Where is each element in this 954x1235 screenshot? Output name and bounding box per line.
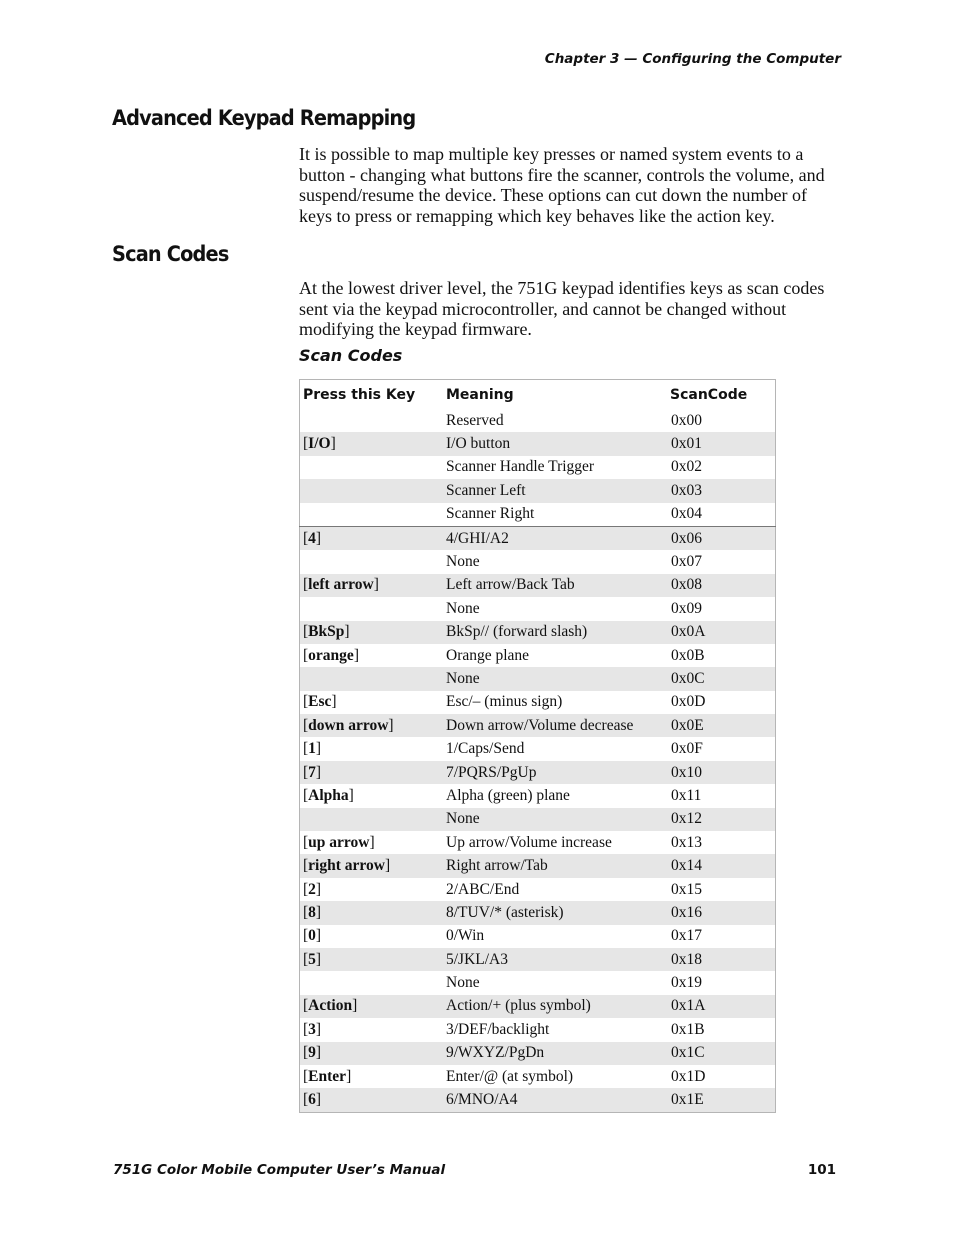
cell-meaning: None [443, 667, 667, 690]
cell-meaning: Scanner Handle Trigger [443, 456, 667, 479]
cell-meaning: 6/MNO/A4 [443, 1088, 667, 1112]
cell-meaning: Right arrow/Tab [443, 854, 667, 877]
cell-meaning: BkSp// (forward slash) [443, 621, 667, 644]
cell-scancode: 0x13 [667, 831, 776, 854]
cell-scancode: 0x09 [667, 597, 776, 620]
cell-meaning: 0/Win [443, 925, 667, 948]
table-row [300, 644, 776, 667]
key-bracket-close: ] [315, 880, 322, 898]
cell-meaning: Scanner Right [443, 503, 667, 527]
cell-meaning: Esc/– (minus sign) [443, 691, 667, 714]
section-heading-scan-codes: Scan Codes [112, 242, 229, 266]
cell-meaning: 8/TUV/* (asterisk) [443, 901, 667, 924]
key-name: right arrow [308, 857, 385, 875]
cell-scancode: 0x00 [667, 409, 776, 432]
table-row [300, 1065, 776, 1088]
cell-scancode: 0x04 [667, 503, 776, 527]
table-row [300, 1088, 776, 1112]
table-row [300, 409, 776, 432]
cell-scancode: 0x1B [667, 1018, 776, 1041]
key-bracket-close: ] [344, 623, 350, 641]
key-bracket-close: ] [348, 786, 354, 804]
cell-scancode: 0x0F [667, 737, 776, 760]
key-bracket-close: ] [315, 903, 322, 921]
cell-meaning: 1/Caps/Send [443, 737, 667, 760]
cell-scancode: 0x1E [667, 1088, 776, 1112]
key-bracket-open: [ [303, 903, 309, 921]
table-row [300, 550, 776, 573]
key-name: BkSp [308, 623, 345, 641]
cell-meaning: 4/GHI/A2 [443, 526, 667, 550]
cell-key [300, 409, 444, 432]
cell-key [300, 714, 444, 737]
cell-key [300, 878, 444, 901]
key-name: 5 [308, 950, 316, 968]
table-row [300, 784, 776, 807]
cell-scancode: 0x0D [667, 691, 776, 714]
column-header-key: Press this Key [303, 386, 416, 403]
cell-meaning: 2/ABC/End [443, 878, 667, 901]
cell-scancode: 0x06 [667, 526, 776, 550]
table-row [300, 597, 776, 620]
table-row [300, 878, 776, 901]
cell-meaning: Action/+ (plus symbol) [443, 995, 667, 1018]
key-bracket-close: ] [315, 763, 322, 781]
cell-meaning: Up arrow/Volume increase [443, 831, 667, 854]
footer-manual-title: 751G Color Mobile Computer User’s Manual [113, 1162, 446, 1178]
cell-key [300, 691, 444, 714]
cell-key [300, 667, 444, 690]
table-row [300, 808, 776, 831]
running-head: Chapter 3 — Configuring the Computer [544, 51, 841, 67]
key-name: up arrow [308, 833, 370, 851]
table-row [300, 503, 776, 527]
cell-key [300, 854, 444, 877]
key-bracket-close: ] [352, 997, 358, 1015]
cell-scancode: 0x0A [667, 621, 776, 644]
key-bracket-close: ] [346, 1067, 352, 1085]
cell-meaning: Enter/@ (at symbol) [443, 1065, 667, 1088]
cell-scancode: 0x0C [667, 667, 776, 690]
cell-key [300, 456, 444, 479]
section-paragraph-remapping: It is possible to map multiple key presses or named system events to a button - changing what buttons fire the scanner, controls the volume, and suspend/resume the device. These options can cut down the number of keys to press or remapping which key behaves like the action key. [299, 144, 825, 226]
cell-key [300, 503, 444, 527]
key-bracket-open: [ [303, 880, 309, 898]
table-row [300, 714, 776, 737]
cell-key [300, 737, 444, 760]
key-bracket-close: ] [315, 1020, 322, 1038]
table-row [300, 925, 776, 948]
key-bracket-open: [ [303, 927, 309, 945]
cell-scancode: 0x17 [667, 925, 776, 948]
column-header-scancode: ScanCode [670, 386, 748, 403]
table-row [300, 667, 776, 690]
cell-meaning: 5/JKL/A3 [443, 948, 667, 971]
table-header-row [300, 380, 776, 410]
cell-meaning: 9/WXYZ/PgDn [443, 1042, 667, 1065]
cell-meaning: 7/PQRS/PgUp [443, 761, 667, 784]
cell-key [300, 784, 444, 807]
table-row [300, 526, 776, 550]
section-heading-advanced-keypad-remapping: Advanced Keypad Remapping [112, 106, 416, 130]
key-bracket-open: [ [303, 740, 309, 758]
cell-key [300, 1065, 444, 1088]
key-bracket-open: [ [303, 786, 309, 804]
key-name: Alpha [308, 786, 349, 804]
key-bracket-close: ] [315, 1091, 322, 1109]
cell-key [300, 479, 444, 502]
cell-key [300, 761, 444, 784]
key-name: 0 [308, 927, 316, 945]
cell-scancode: 0x10 [667, 761, 776, 784]
cell-scancode: 0x1C [667, 1042, 776, 1065]
table-row [300, 456, 776, 479]
cell-key [300, 831, 444, 854]
cell-meaning: Down arrow/Volume decrease [443, 714, 667, 737]
cell-key [300, 1042, 444, 1065]
table-row [300, 854, 776, 877]
cell-key [300, 644, 444, 667]
table-row [300, 621, 776, 644]
table-row [300, 432, 776, 455]
cell-scancode: 0x0B [667, 644, 776, 667]
cell-key [300, 948, 444, 971]
cell-scancode: 0x15 [667, 878, 776, 901]
table-row [300, 901, 776, 924]
section-paragraph-scan-codes: At the lowest driver level, the 751G keypad identifies keys as scan codes sent via the keypad microcontroller, and cannot be changed without modifying the keypad firmware. [299, 278, 825, 339]
cell-scancode: 0x16 [667, 901, 776, 924]
table-row [300, 761, 776, 784]
table-row [300, 995, 776, 1018]
table-row [300, 574, 776, 597]
cell-scancode: 0x0E [667, 714, 776, 737]
key-name: orange [308, 646, 354, 664]
key-bracket-close: ] [331, 693, 337, 711]
cell-scancode: 0x11 [667, 784, 776, 807]
key-name: Action [308, 997, 353, 1015]
cell-scancode: 0x02 [667, 456, 776, 479]
cell-meaning: None [443, 808, 667, 831]
key-name: Esc [308, 693, 332, 711]
cell-meaning: None [443, 597, 667, 620]
cell-key [300, 597, 444, 620]
key-bracket-close: ] [388, 716, 394, 734]
cell-meaning: Left arrow/Back Tab [443, 574, 667, 597]
key-name: 6 [308, 1091, 316, 1109]
cell-scancode: 0x03 [667, 479, 776, 502]
cell-meaning: Scanner Left [443, 479, 667, 502]
key-name: 2 [308, 880, 316, 898]
key-bracket-open: [ [303, 716, 309, 734]
cell-scancode: 0x19 [667, 971, 776, 994]
key-name: 1 [308, 740, 316, 758]
cell-key [300, 971, 444, 994]
cell-key [300, 526, 444, 550]
cell-meaning: Alpha (green) plane [443, 784, 667, 807]
key-name: I/O [308, 435, 331, 453]
cell-scancode: 0x1A [667, 995, 776, 1018]
cell-meaning: Orange plane [443, 644, 667, 667]
key-bracket-close: ] [315, 529, 322, 547]
key-bracket-open: [ [303, 1091, 309, 1109]
key-bracket-close: ] [315, 740, 322, 758]
table-row [300, 948, 776, 971]
table-row [300, 1042, 776, 1065]
table-row [300, 691, 776, 714]
key-bracket-close: ] [330, 435, 336, 453]
key-bracket-open: [ [303, 435, 309, 453]
cell-meaning: I/O button [443, 432, 667, 455]
key-bracket-open: [ [303, 623, 309, 641]
key-bracket-open: [ [303, 646, 309, 664]
key-bracket-open: [ [303, 763, 309, 781]
key-name: 8 [308, 903, 316, 921]
key-name: 7 [308, 763, 316, 781]
table-row [300, 737, 776, 760]
key-bracket-close: ] [315, 950, 322, 968]
key-bracket-close: ] [373, 576, 379, 594]
key-bracket-open: [ [303, 833, 309, 851]
key-name: 9 [308, 1044, 316, 1062]
cell-key [300, 432, 444, 455]
key-bracket-close: ] [315, 927, 322, 945]
key-bracket-open: [ [303, 1067, 309, 1085]
cell-scancode: 0x18 [667, 948, 776, 971]
key-name: Enter [308, 1067, 347, 1085]
cell-scancode: 0x08 [667, 574, 776, 597]
key-name: 4 [308, 529, 316, 547]
table-title: Scan Codes [299, 346, 403, 365]
cell-scancode: 0x07 [667, 550, 776, 573]
cell-key [300, 1018, 444, 1041]
cell-key [300, 574, 444, 597]
cell-key [300, 621, 444, 644]
key-bracket-open: [ [303, 997, 309, 1015]
cell-meaning: None [443, 971, 667, 994]
cell-key [300, 1088, 444, 1112]
cell-key [300, 925, 444, 948]
column-header-meaning: Meaning [446, 386, 514, 403]
table-row [300, 1018, 776, 1041]
key-bracket-open: [ [303, 950, 309, 968]
cell-scancode: 0x01 [667, 432, 776, 455]
cell-scancode: 0x14 [667, 854, 776, 877]
key-bracket-open: [ [303, 529, 309, 547]
cell-meaning: Reserved [443, 409, 667, 432]
cell-key [300, 901, 444, 924]
key-bracket-close: ] [384, 857, 391, 875]
table-row [300, 971, 776, 994]
page-number: 101 [807, 1162, 836, 1178]
table-row [300, 831, 776, 854]
key-name: 3 [308, 1020, 316, 1038]
key-bracket-close: ] [353, 646, 359, 664]
key-bracket-open: [ [303, 693, 309, 711]
key-name: left arrow [308, 576, 374, 594]
cell-key [300, 808, 444, 831]
cell-scancode: 0x1D [667, 1065, 776, 1088]
cell-meaning: 3/DEF/backlight [443, 1018, 667, 1041]
key-bracket-open: [ [303, 857, 309, 875]
cell-key [300, 995, 444, 1018]
cell-scancode: 0x12 [667, 808, 776, 831]
key-name: down arrow [308, 716, 389, 734]
key-bracket-open: [ [303, 1020, 309, 1038]
cell-key [300, 550, 444, 573]
table-body [300, 409, 776, 1112]
cell-meaning: None [443, 550, 667, 573]
key-bracket-close: ] [369, 833, 375, 851]
key-bracket-close: ] [315, 1044, 322, 1062]
key-bracket-open: [ [303, 576, 309, 594]
table-row [300, 479, 776, 502]
key-bracket-open: [ [303, 1044, 309, 1062]
scan-codes-table [299, 379, 776, 1113]
